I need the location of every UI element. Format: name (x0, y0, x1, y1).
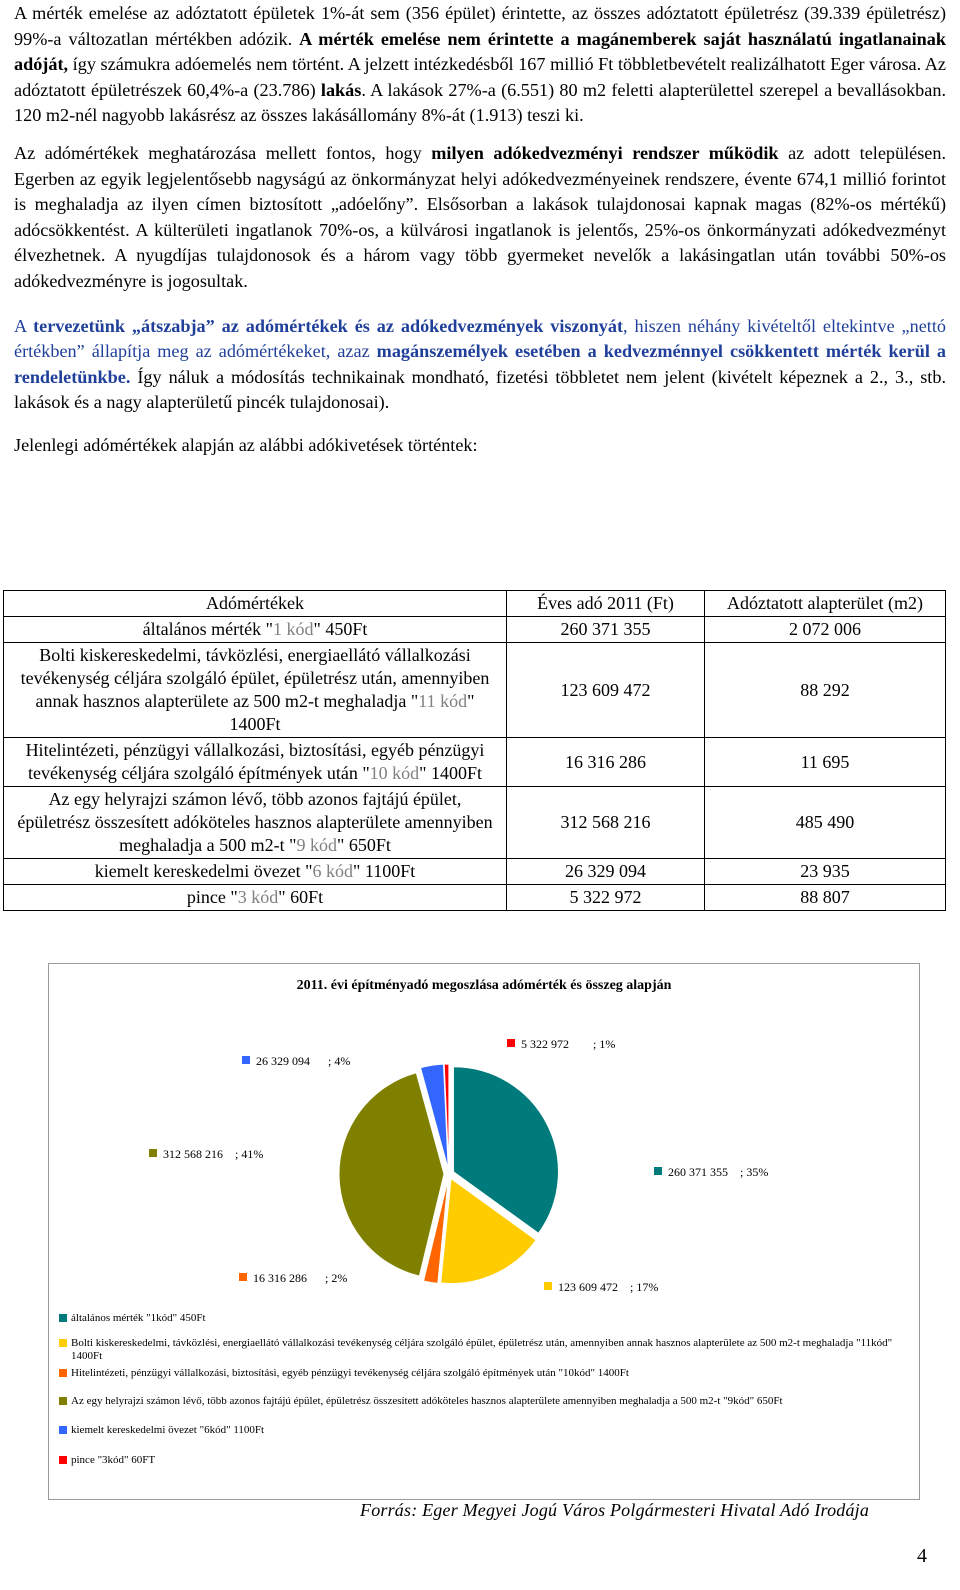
table-cell-tax: 260 371 355 (507, 617, 705, 643)
table-cell-rate: Az egy helyrajzi számon lévő, több azonos fajtájú épület, épületrész összesített adóköteles hasznos alapterülete amennyiben meghaladja a 500 m2-t "9 kód" 650Ft (4, 787, 507, 859)
table-cell-area: 2 072 006 (705, 617, 946, 643)
column-header: Éves adó 2011 (Ft) (507, 591, 705, 617)
pie-slice (339, 1073, 444, 1276)
table-cell-area: 485 490 (705, 787, 946, 859)
legend-swatch (59, 1397, 67, 1405)
table-cell-tax: 5 322 972 (507, 885, 705, 911)
data-label-percent: ; 1% (593, 1037, 616, 1051)
tax-table (3, 590, 946, 911)
legend-label: kiemelt kereskedelmi övezet "6kód" 1100Ft (71, 1424, 265, 1436)
table-row (4, 787, 946, 859)
data-label-amount: 26 329 094 (256, 1054, 310, 1068)
table-row (4, 643, 946, 738)
table-cell-tax: 26 329 094 (507, 859, 705, 885)
document-body (14, 0, 946, 459)
data-label-amount: 16 316 286 (253, 1271, 307, 1285)
data-label-swatch (544, 1282, 552, 1290)
data-label-percent: ; 41% (235, 1147, 264, 1161)
data-label-percent: ; 17% (630, 1280, 659, 1294)
data-label-swatch (507, 1039, 515, 1047)
table-cell-rate: Hitelintézeti, pénzügyi vállalkozási, biztosítási, egyéb pénzügyi tevékenység céljára szolgáló építmények után "10 kód" 1400Ft (4, 738, 507, 787)
legend-swatch (59, 1426, 67, 1434)
data-label-percent: ; 4% (328, 1054, 351, 1068)
data-label-amount: 312 568 216 (163, 1147, 223, 1161)
table-cell-area: 88 292 (705, 643, 946, 738)
table-intro: Jelenlegi adómértékek alapján az alábbi adókivetések történtek: (14, 434, 478, 455)
source-note: Forrás: Eger Megyei Jogú Város Polgármesteri Hivatal Adó Irodája (360, 1500, 870, 1520)
legend-swatch (59, 1369, 67, 1377)
table-cell-rate: általános mérték "1 kód" 450Ft (4, 617, 507, 643)
pie-chart (49, 964, 919, 1304)
data-label-swatch (149, 1149, 157, 1157)
table-cell-tax: 312 568 216 (507, 787, 705, 859)
legend-swatch (59, 1339, 67, 1347)
table-row (4, 859, 946, 885)
legend-label: Bolti kiskereskedelmi, távközlési, energiaellátó vállalkozási tevékenység céljára szolgáló épület, épületrész után, amennyiben annak hasznos alapterülete az 500 m2-t meghaladja "11kód" 1400Ft (71, 1337, 893, 1362)
legend-label: pince "3kód" 60FT (71, 1454, 156, 1466)
table-cell-tax: 123 609 472 (507, 643, 705, 738)
table-cell-rate: pince "3 kód" 60Ft (4, 885, 507, 911)
pie-chart-panel (48, 963, 920, 1500)
table-header-row (4, 591, 946, 617)
data-label-swatch (239, 1273, 247, 1281)
data-label-amount: 123 609 472 (558, 1280, 618, 1294)
data-label-percent: ; 35% (740, 1165, 769, 1179)
paragraph-plan: A tervezetünk „átszabja” az adómértékek és az adókedvezmények viszonyát, hiszen néhány kivételtől eltekintve „nettó értékben” állapítja meg az adómértékeket, azaz magánszemélyek esetében a kedvezménnyel csökkentett mérték kerül a rendeletünkbe. Így náluk a módosítás technikainak mondható, fizetési többletet nem jelent (kivételt képeznek a 2., 3., stb. lakások és a nagy alapterületű pincék tulajdonosai). (14, 315, 946, 413)
table-cell-rate: kiemelt kereskedelmi övezet "6 kód" 1100Ft (4, 859, 507, 885)
table-cell-tax: 16 316 286 (507, 738, 705, 787)
legend-label: Az egy helyrajzi számon lévő, több azonos fajtájú épület, épületrész összesített adóköteles hasznos alapterülete amennyiben meghaladja a 500 m2-t "9kód" 650Ft (71, 1395, 783, 1407)
table-cell-area: 88 807 (705, 885, 946, 911)
chart-title: 2011. évi építményadó megoszlása adómérték és összeg alapján (296, 978, 672, 993)
table-cell-area: 23 935 (705, 859, 946, 885)
table-row (4, 738, 946, 787)
table-row (4, 617, 946, 643)
legend-swatch (59, 1456, 67, 1464)
legend-label: Hitelintézeti, pénzügyi vállalkozási, biztosítási, egyéb pénzügyi tevékenység céljára szolgáló építmények után "10kód" 1400Ft (71, 1367, 629, 1379)
table-cell-rate: Bolti kiskereskedelmi, távközlési, energiaellátó vállalkozási tevékenység céljára szolgáló épület, épületrész után, amennyiben annak hasznos alapterülete az 500 m2-t meghaladja "11 kód" 1400Ft (4, 643, 507, 738)
legend-label: általános mérték "1kód" 450Ft (71, 1312, 206, 1324)
table-row (4, 885, 946, 911)
page-number: 4 (917, 1545, 927, 1567)
data-label-amount: 260 371 355 (668, 1165, 728, 1179)
paragraph-tax-allowances: Az adómértékek meghatározása mellett fontos, hogy milyen adókedvezményi rendszer működik az adott településen. Egerben az egyik legjelentősebb nagyságú az önkormányzat helyi adókedvezményeinek rendszere, évente 674,1 millió forintot is meghaladja az ilyen címen biztosított „adóelőny”. Elsősorban a lakások tulajdonosai kapnak magas (82%-os mértékű) adócsökkentést. A külterületi ingatlanok 70%-os, a külvárosi ingatlanok is jelentős, 25%-os önkormányzati adókedvezményt élvezhetnek. A nyugdíjas tulajdonosok és a három vagy több gyermeket nevelők a lakásingatlan után további 50%-os adókedvezményre is jogosultak. (14, 142, 946, 291)
data-label-percent: ; 2% (325, 1271, 348, 1285)
data-label-swatch (654, 1167, 662, 1175)
paragraph-tax-increase: A mérték emelése az adóztatott épületek 1%-át sem (356 épület) érintette, az összes adóztatott épületrész (39.339 épületrész) 99%-a változatlan mértékben adózik. A mérték emelése nem érintette a magánemberek saját használatú ingatlanainak adóját, így számukra adóemelés nem történt. A jelzett intézkedésből 167 millió Ft többletbevételt realizálhatott Eger városa. Az adóztatott épületrészek 60,4%-a (23.786) lakás. A lakások 27%-a (6.551) 80 m2 feletti alapterülettel szerepel a bevallásokban. 120 m2-nél nagyobb lakásrész az összes lakásállomány 8%-át (1.913) teszi ki. (14, 3, 946, 126)
table-cell-area: 11 695 (705, 738, 946, 787)
data-label-amount: 5 322 972 (521, 1037, 569, 1051)
data-label-swatch (242, 1056, 250, 1064)
column-header: Adómértékek (4, 591, 507, 617)
legend-swatch (59, 1314, 67, 1322)
column-header: Adóztatott alapterület (m2) (705, 591, 946, 617)
